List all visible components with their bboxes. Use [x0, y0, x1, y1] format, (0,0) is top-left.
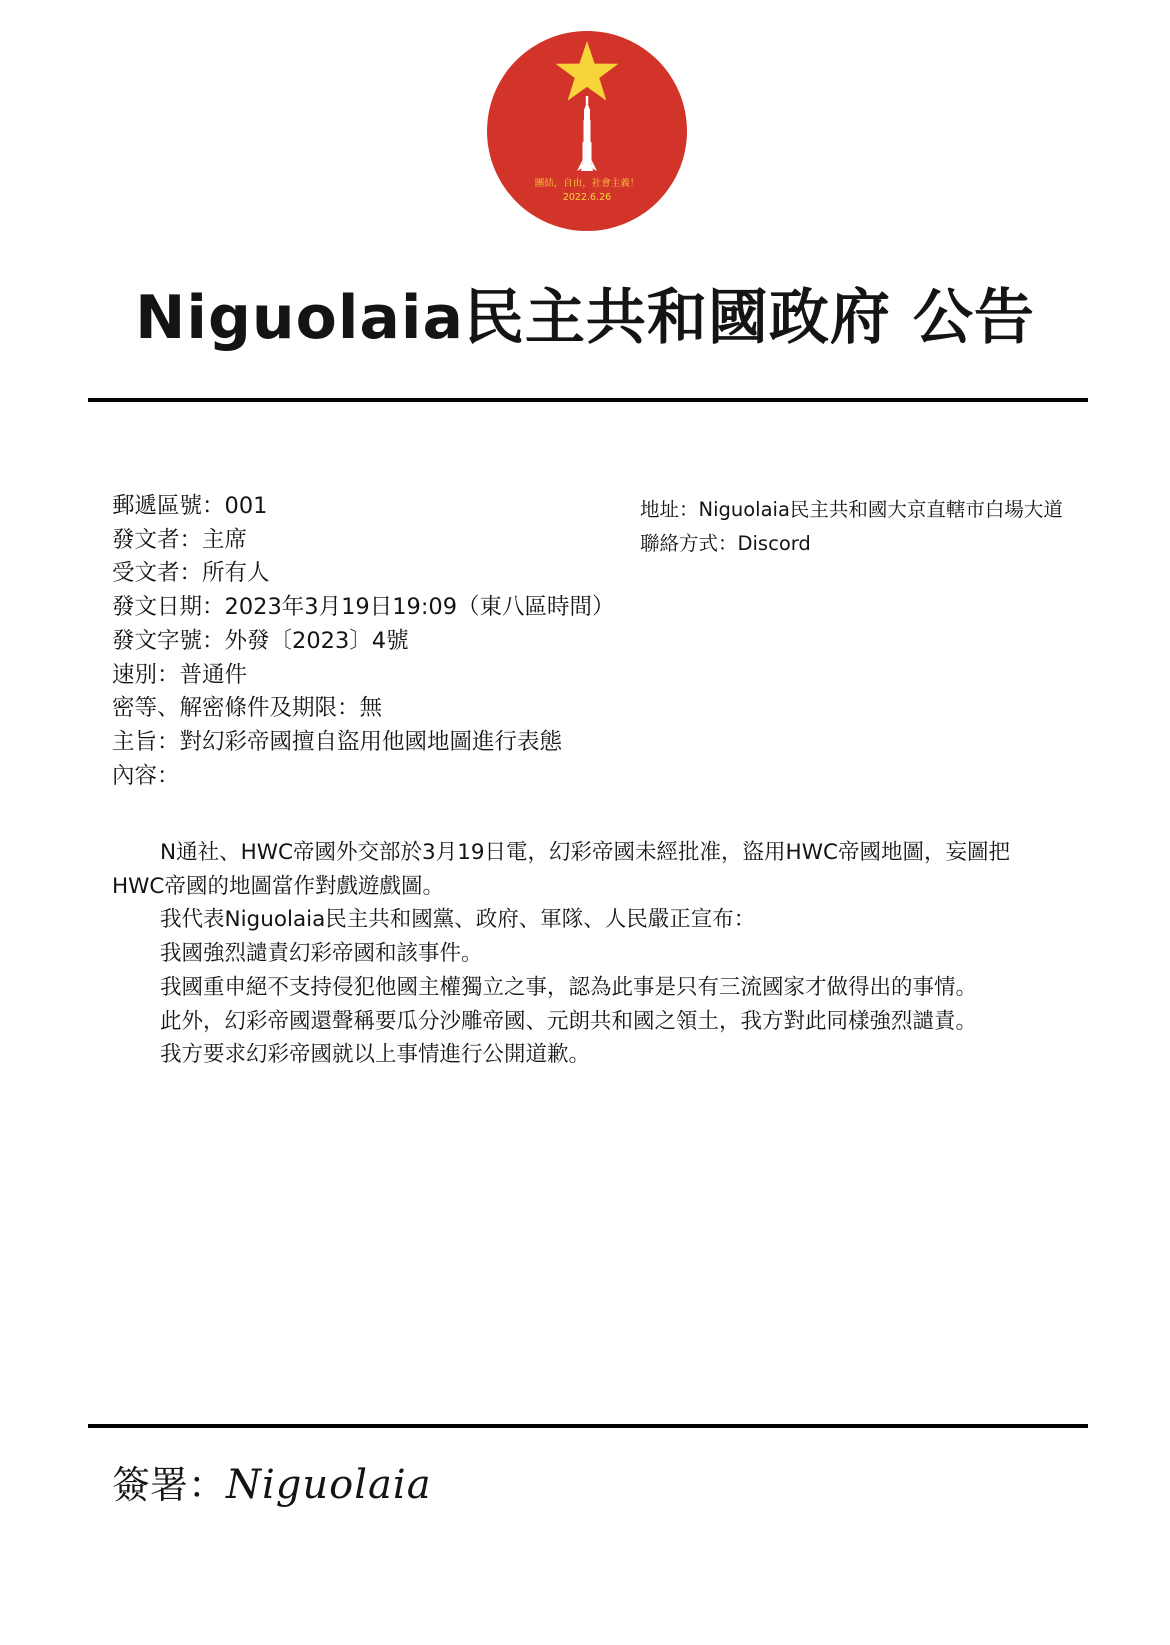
urgency: 速別：普通件 [112, 661, 248, 688]
paragraph: 我國強烈譴責幻彩帝國和該事件。 [160, 941, 483, 967]
contact: 聯絡方式：Discord [640, 532, 811, 555]
signature-name: Niguolaia [226, 1462, 432, 1508]
issue-date: 發文日期：2023年3月19日19:09（東八區時間） [112, 594, 615, 621]
paragraph: 我國重申絕不支持侵犯他國主權獨立之事，認為此事是只有三流國家才做得出的事情。 [160, 974, 978, 1000]
meta-left-block [112, 490, 672, 793]
announcement-body [112, 836, 1062, 1072]
meta-right-block [640, 493, 1100, 561]
paragraph: 我代表Niguolaia民主共和國黨、政府、軍隊、人民嚴正宣布： [160, 907, 756, 933]
signature-block [112, 1455, 432, 1515]
document-number: 發文字號：外發〔2023〕4號 [112, 627, 409, 654]
paragraph: 此外，幻彩帝國還聲稱要瓜分沙雕帝國、元朗共和國之領土，我方對此同樣強烈譴責。 [160, 1008, 978, 1034]
page-title: Niguolaia民主共和國政府 公告 [135, 283, 1035, 353]
content-label: 內容： [112, 762, 180, 789]
emblem-graphic [486, 30, 688, 232]
postal-code: 郵遞區號：001 [112, 493, 268, 519]
address: 地址：Niguolaia民主共和國大京直轄市白場大道 [640, 498, 1063, 521]
subject: 主旨：對幻彩帝國擅自盜用他國地圖進行表態 [112, 728, 563, 755]
emblem-date: 2022.6.26 [562, 192, 612, 203]
issuer: 發文者：主席 [112, 526, 248, 553]
classification: 密等、解密條件及期限：無 [112, 695, 383, 722]
paragraph: N通社、HWC帝國外交部於3月19日電，幻彩帝國未經批准，盜用HWC帝國地圖，妄圖把HWC帝國的地圖當作對戲遊戲圖。 [112, 840, 1010, 899]
emblem-motto: 團結，自由，社會主義！ [534, 178, 640, 189]
paragraph: 我方要求幻彩帝國就以上事情進行公開道歉。 [160, 1042, 591, 1068]
national-emblem [486, 30, 688, 232]
signature-label: 簽署： [112, 1463, 227, 1507]
top-divider [88, 398, 1088, 402]
recipient: 受文者：所有人 [112, 560, 270, 587]
bottom-divider [88, 1424, 1088, 1428]
